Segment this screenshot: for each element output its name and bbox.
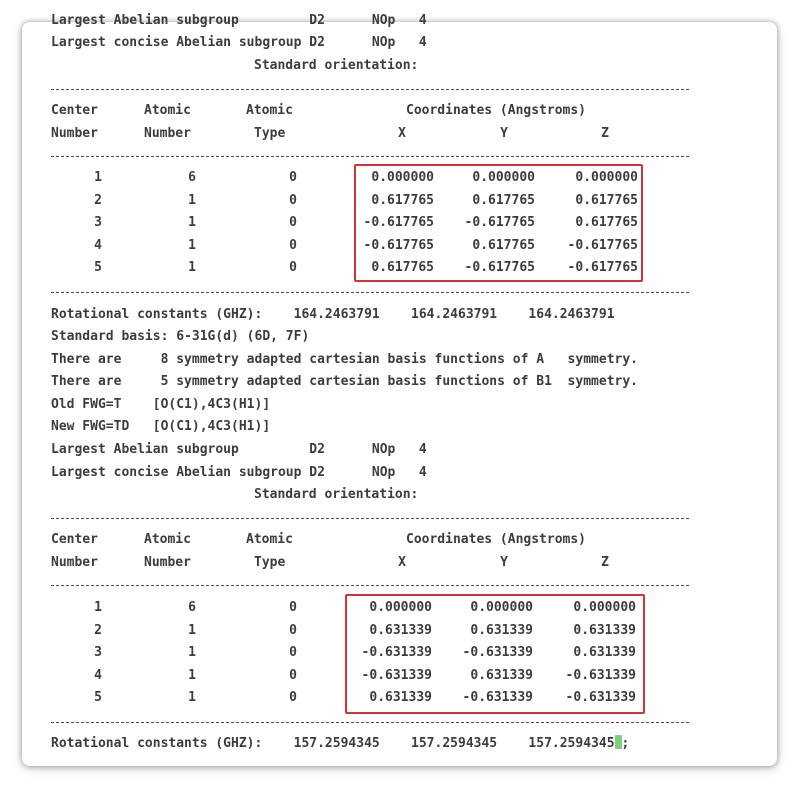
x-coordinate-cell: -0.617765 xyxy=(363,237,434,253)
z-coordinate-cell: 0.617765 xyxy=(575,215,638,230)
abelian-subgroup-line: Largest Abelian subgroup D2 NOp 4 xyxy=(51,442,427,457)
table1-header-x: X xyxy=(398,126,406,141)
table2-header-divider xyxy=(51,585,689,586)
table1-coordinates-highlight xyxy=(354,164,643,282)
orientation-title-1: Standard orientation: xyxy=(254,58,419,73)
text-cursor[interactable] xyxy=(615,735,622,749)
atomic-number-cell: 1 xyxy=(188,667,196,683)
abelian-subgroup-line-clipped: Largest Abelian subgroup D2 NOp 4 xyxy=(51,13,427,28)
table1-header-atomic-type-sub: Type xyxy=(254,126,286,141)
atomic-number-cell: 6 xyxy=(188,170,196,185)
y-coordinate-cell: -0.617765 xyxy=(464,215,535,230)
z-coordinate-cell: -0.631339 xyxy=(565,667,636,683)
table2-header-y: Y xyxy=(500,555,508,570)
atomic-number-cell: 1 xyxy=(188,215,196,230)
table2-header-atomic-number: Atomic xyxy=(144,532,191,547)
old-fwg-line: Old FWG=T [O(C1),4C3(H1)] xyxy=(51,397,271,412)
x-coordinate-cell: -0.631339 xyxy=(361,645,432,660)
table2-header-x: X xyxy=(398,555,406,570)
center-number-cell: 5 xyxy=(94,260,102,275)
table2-top-divider xyxy=(51,518,689,519)
table1-bottom-divider xyxy=(51,292,689,293)
center-number-cell: 1 xyxy=(94,170,102,185)
y-coordinate-cell: -0.631339 xyxy=(462,690,533,705)
table2-header-z: Z xyxy=(601,555,609,570)
table1-header-z: Z xyxy=(601,126,609,141)
table1-header-center-sub: Number xyxy=(51,126,98,141)
table1-header-divider xyxy=(51,156,689,157)
z-coordinate-cell: -0.631339 xyxy=(565,690,636,705)
table2-bottom-divider xyxy=(51,722,689,723)
x-coordinate-cell: -0.617765 xyxy=(363,215,434,230)
table2-header-atomic-number-sub: Number xyxy=(144,555,191,570)
x-coordinate-cell: 0.000000 xyxy=(371,170,434,185)
atomic-number-cell: 1 xyxy=(188,622,196,638)
table2-header-center-sub: Number xyxy=(51,555,98,570)
atomic-type-cell: 0 xyxy=(289,600,297,615)
table1-header-atomic-number-sub: Number xyxy=(144,126,191,141)
table2-header-coordinates: Coordinates (Angstroms) xyxy=(406,532,587,547)
center-number-cell: 4 xyxy=(94,667,102,683)
y-coordinate-cell: 0.000000 xyxy=(472,170,535,185)
y-coordinate-cell: 0.631339 xyxy=(470,667,533,683)
x-coordinate-cell: 0.617765 xyxy=(371,260,434,275)
concise-abelian-line-top: Largest concise Abelian subgroup D2 NOp 4 xyxy=(51,35,427,50)
atomic-type-cell: 0 xyxy=(289,667,297,683)
table1-top-divider xyxy=(51,89,689,90)
x-coordinate-cell: -0.631339 xyxy=(361,667,432,683)
symmetry-b1-line: There are 5 symmetry adapted cartesian basis functions of B1 symmetry. xyxy=(51,374,638,389)
table1-header-atomic-number: Atomic xyxy=(144,103,191,118)
atomic-type-cell: 0 xyxy=(289,690,297,705)
atomic-type-cell: 0 xyxy=(289,645,297,660)
y-coordinate-cell: 0.617765 xyxy=(472,192,535,208)
table2-header-center: Center xyxy=(51,532,98,547)
center-number-cell: 2 xyxy=(94,622,102,638)
table1-header-center: Center xyxy=(51,103,98,118)
table1-header-y: Y xyxy=(500,126,508,141)
rotational-constants-line-2 xyxy=(51,735,629,753)
atomic-number-cell: 1 xyxy=(188,237,196,253)
atomic-number-cell: 1 xyxy=(188,260,196,275)
z-coordinate-cell: 0.631339 xyxy=(573,622,636,638)
z-coordinate-cell: -0.617765 xyxy=(567,237,638,253)
center-number-cell: 5 xyxy=(94,690,102,705)
table1-header-coordinates: Coordinates (Angstroms) xyxy=(406,103,587,118)
atomic-number-cell: 1 xyxy=(188,645,196,660)
standard-basis-line: Standard basis: 6-31G(d) (6D, 7F) xyxy=(51,329,310,344)
y-coordinate-cell: -0.617765 xyxy=(464,260,535,275)
atomic-type-cell: 0 xyxy=(289,237,297,253)
z-coordinate-cell: 0.000000 xyxy=(573,600,636,615)
x-coordinate-cell: 0.000000 xyxy=(369,600,432,615)
center-number-cell: 1 xyxy=(94,600,102,615)
log-output-panel xyxy=(22,13,777,766)
table2-header-atomic-type: Atomic xyxy=(246,532,293,547)
atomic-type-cell: 0 xyxy=(289,215,297,230)
atomic-type-cell: 0 xyxy=(289,622,297,638)
z-coordinate-cell: 0.631339 xyxy=(573,645,636,660)
table1-header-atomic-type: Atomic xyxy=(246,103,293,118)
y-coordinate-cell: 0.000000 xyxy=(470,600,533,615)
y-coordinate-cell: 0.617765 xyxy=(472,237,535,253)
x-coordinate-cell: 0.631339 xyxy=(369,690,432,705)
concise-abelian-line: Largest concise Abelian subgroup D2 NOp 4 xyxy=(51,465,427,480)
rotational-constants-suffix: ; xyxy=(621,736,630,751)
table2-coordinates-highlight xyxy=(345,594,645,714)
x-coordinate-cell: 0.617765 xyxy=(371,192,434,208)
atomic-number-cell: 1 xyxy=(188,192,196,208)
y-coordinate-cell: -0.631339 xyxy=(462,645,533,660)
orientation-title-2: Standard orientation: xyxy=(254,487,419,502)
rotational-constants-line-1: Rotational constants (GHZ): 164.2463791 164.2463791 164.2463791 xyxy=(51,307,615,322)
atomic-type-cell: 0 xyxy=(289,170,297,185)
rotational-constants-text-2: Rotational constants (GHZ): 157.2594345 157.2594345 157.2594345 xyxy=(51,736,615,751)
z-coordinate-cell: 0.617765 xyxy=(575,192,638,208)
y-coordinate-cell: 0.631339 xyxy=(470,622,533,638)
atomic-number-cell: 1 xyxy=(188,690,196,705)
center-number-cell: 4 xyxy=(94,237,102,253)
center-number-cell: 2 xyxy=(94,192,102,208)
atomic-number-cell: 6 xyxy=(188,600,196,615)
center-number-cell: 3 xyxy=(94,645,102,660)
atomic-type-cell: 0 xyxy=(289,192,297,208)
z-coordinate-cell: -0.617765 xyxy=(567,260,638,275)
center-number-cell: 3 xyxy=(94,215,102,230)
atomic-type-cell: 0 xyxy=(289,260,297,275)
x-coordinate-cell: 0.631339 xyxy=(369,622,432,638)
z-coordinate-cell: 0.000000 xyxy=(575,170,638,185)
table2-header-atomic-type-sub: Type xyxy=(254,555,286,570)
new-fwg-line: New FWG=TD [O(C1),4C3(H1)] xyxy=(51,419,271,434)
symmetry-a-line: There are 8 symmetry adapted cartesian basis functions of A symmetry. xyxy=(51,352,638,367)
